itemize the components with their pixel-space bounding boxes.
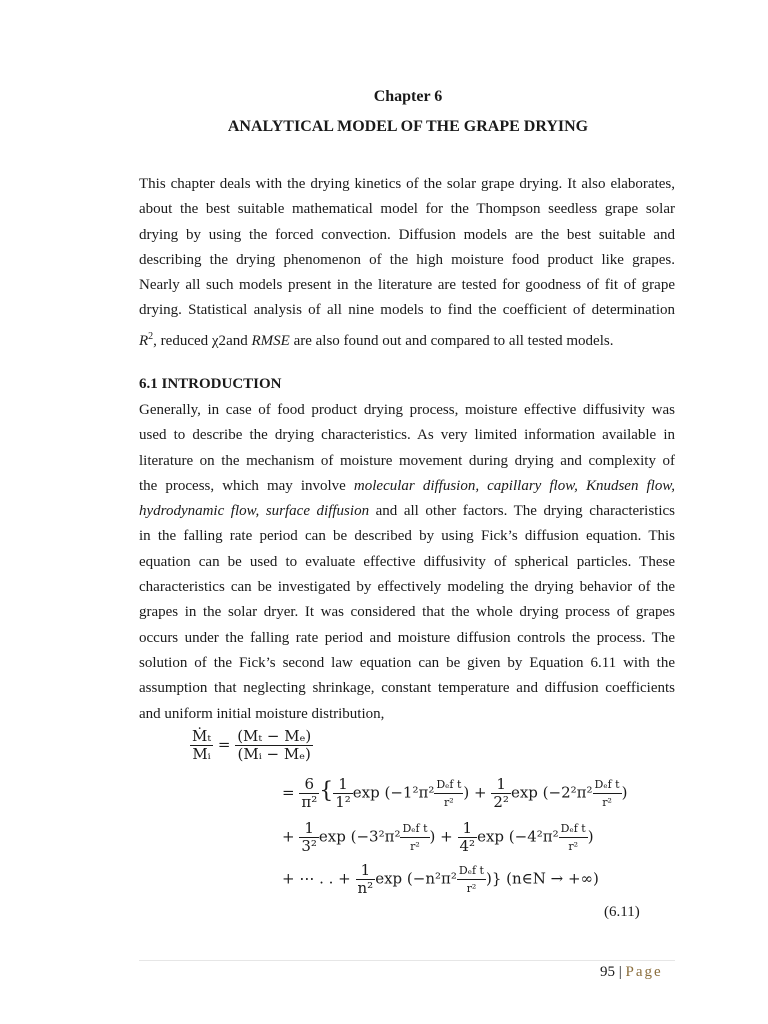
text-line: and uniform initial moisture distribution, (139, 705, 385, 722)
rmse-term: RMSE (251, 332, 290, 349)
denominator: r² (568, 840, 579, 853)
italic-terms: molecular diffusion, capillary flow, Knudsen flow, (353, 477, 675, 494)
numerator: Dₑf t (457, 862, 486, 880)
numerator: 1 (299, 820, 319, 838)
page-footer (600, 964, 663, 981)
fraction (333, 776, 353, 811)
section-heading: 6.1 INTRODUCTION (139, 376, 282, 392)
chapter-label: Chapter 6 (373, 88, 443, 105)
numerator: Dₑf t (559, 820, 588, 838)
text-line: Nearly all such models present in the literature are tested for goodness of fit of grape (139, 277, 675, 294)
chi-symbol: χ2 (211, 332, 227, 349)
paren: ) (463, 783, 470, 802)
fraction (457, 862, 486, 897)
page-label: Page (625, 964, 663, 980)
fraction (458, 820, 478, 855)
text-fragment: , reduced (153, 332, 212, 349)
exp-term: exp (−4²π² (477, 827, 559, 846)
text-fragment: and all other factors. The drying characteristics (369, 503, 675, 520)
denominator: r² (410, 840, 420, 853)
text-line: assumption that neglecting shrinkage, constant temperature and diffusion coefficients (139, 680, 675, 697)
chapter-title: ANALYTICAL MODEL OF THE GRAPE DRYING (227, 118, 589, 135)
numerator: 1 (491, 776, 511, 794)
denominator: 4² (459, 837, 476, 855)
text-line: describing the drying phenomenon of the high moisture food product like grapes. (139, 251, 675, 268)
denominator: 1² (335, 793, 351, 811)
denominator: 3² (301, 837, 317, 855)
equation-number: (6.11) (604, 904, 640, 920)
numerator: (Mₜ − Mₑ) (237, 727, 312, 745)
denominator: n² (357, 879, 374, 897)
operator: + (469, 783, 492, 802)
text-line: grapes in the solar dryer. It was considered that the whole drying process of grapes (139, 604, 675, 621)
denominator: (Mᵢ − Mₑ) (237, 745, 311, 763)
exp-term: exp (−1²π² (352, 783, 435, 802)
text-line: Generally, in case of food product drying process, moisture effective diffusivity was (139, 402, 675, 418)
equals-sign: = (217, 735, 231, 754)
paren: ) (587, 827, 594, 846)
fraction (559, 820, 588, 855)
numerator: Ṁₜ (192, 727, 212, 745)
text-fragment: and (226, 332, 252, 349)
equation-lhs (190, 728, 313, 763)
text-line: characteristics can be investigated by effectively modeling the drying behavior of the (139, 579, 675, 596)
equation-row-2 (282, 820, 594, 855)
denominator: r² (466, 882, 477, 895)
separator: | (615, 964, 626, 980)
closing-term: )} (n∈N → +∞) (485, 869, 599, 888)
denominator: π² (301, 793, 318, 811)
numerator: 1 (356, 862, 376, 880)
text-fragment: the process, which may involve (139, 477, 354, 494)
denominator: r² (444, 796, 454, 809)
fraction (434, 776, 463, 811)
numerator: 1 (458, 820, 478, 838)
numerator: Dₑf t (400, 820, 429, 838)
denominator: Mᵢ (192, 745, 211, 763)
footer-divider (139, 960, 675, 961)
exp-term: exp (−3²π² (318, 827, 401, 846)
paren: ) (621, 783, 628, 802)
italic-terms: hydrodynamic flow, surface diffusion (139, 503, 370, 520)
operator: + ⋯ . . + (282, 869, 356, 888)
numerator: Dₑf t (434, 776, 463, 794)
fraction (299, 776, 319, 811)
superscript: 2 (148, 330, 154, 342)
denominator: r² (602, 796, 612, 809)
fraction (400, 820, 429, 855)
text-fragment: are also found out and compared to all tested models. (289, 332, 614, 349)
operator: = (282, 783, 300, 802)
text-line: drying by using the forced convection. Diffusion models are the best suitable and (139, 226, 675, 243)
denominator: 2² (493, 793, 509, 811)
fraction (593, 776, 622, 811)
text-line: about the best suitable mathematical model for the Thompson seedless grape solar (139, 201, 675, 218)
exp-term: exp (−n²π² (375, 869, 457, 888)
numerator: 6 (299, 776, 319, 794)
fraction (356, 862, 376, 897)
r-symbol: R (139, 332, 149, 349)
text-line: This chapter deals with the drying kinetics of the solar grape drying. It also elaborates, (139, 176, 675, 192)
text-line: occurs under the falling rate period and moisture diffusion controls the process. The (139, 629, 675, 646)
numerator: 1 (333, 776, 353, 794)
numerator: Dₑf t (593, 776, 622, 794)
exp-term: exp (−2²π² (510, 783, 593, 802)
operator: + (282, 827, 300, 846)
equation-row-1 (282, 776, 627, 811)
text-line: literature on the mechanism of moisture movement during drying and complexity of (139, 452, 675, 469)
text-line: drying. Statistical analysis of all nine models to find the coefficient of determination (139, 302, 675, 319)
text-line: in the falling rate period can be described by using Fick’s diffusion equation. This (139, 528, 675, 545)
text-line: solution of the Fick’s second law equation can be given by Equation 6.11 with the (139, 654, 675, 671)
fraction (190, 728, 213, 763)
page-number: 95 (600, 964, 615, 980)
equation-row-3 (282, 862, 599, 897)
fraction (235, 728, 313, 763)
fraction (299, 820, 319, 855)
text-line: used to describe the drying characteristics. As very limited information available in (139, 427, 675, 444)
operator: + (435, 827, 458, 846)
text-line: equation can be used to evaluate effective diffusivity of spherical particles. These (139, 553, 675, 570)
brace: { (319, 778, 334, 804)
fraction (491, 776, 511, 811)
paren: ) (429, 827, 436, 846)
